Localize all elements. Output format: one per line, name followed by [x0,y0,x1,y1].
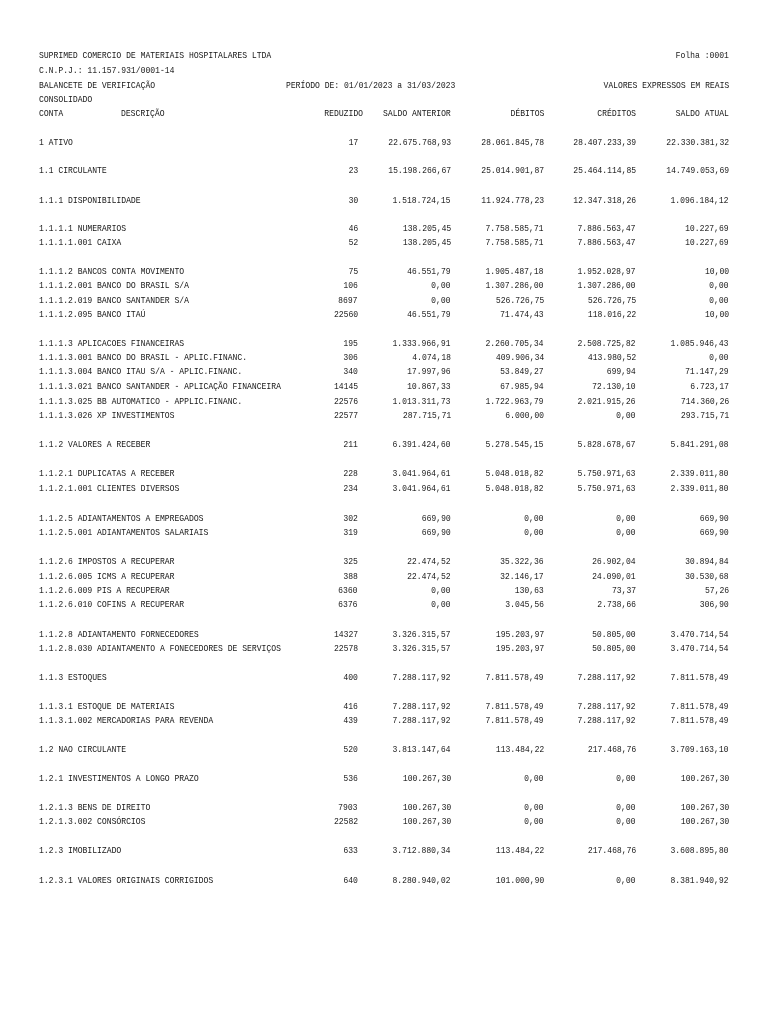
account-description: 1.1.1.1.001 CAIXA [39,237,122,248]
debits: 71.474,43 [500,309,544,320]
account-description: 1.1.1.1 NUMERARIOS [39,223,127,234]
previous-balance: 3.326.315,57 [392,643,451,654]
current-balance: 714.360,26 [680,396,729,407]
current-balance: 2.339.011,80 [670,468,729,479]
debits: 28.061.845,78 [481,137,544,148]
previous-balance: 0,00 [431,585,451,596]
table-row [0,585,768,597]
current-balance: 7.811.578,49 [670,715,729,726]
company-cnpj: C.N.P.J.: 11.157.931/0001-14 [39,65,175,76]
table-row [0,266,768,278]
account-description: 1.1.2.5 ADIANTAMENTOS A EMPREGADOS [39,513,204,524]
debits: 2.260.705,34 [485,338,544,349]
account-reduced-code: 400 [343,672,358,683]
table-row [0,744,768,756]
account-description: 1.1.1 DISPONIBILIDADE [39,195,141,206]
previous-balance: 10.867,33 [407,381,451,392]
debits: 1.307.286,00 [485,280,544,291]
debits: 101.000,90 [495,875,544,886]
table-row [0,295,768,307]
previous-balance: 7.288.117,92 [392,715,451,726]
debits: 67.985,94 [500,381,544,392]
current-balance: 71.147,29 [685,366,729,377]
table-row [0,396,768,408]
previous-balance: 669,90 [421,513,451,524]
account-description: 1.1.2.6.010 COFINS A RECUPERAR [39,599,185,610]
current-balance: 3.709.163,10 [670,744,729,755]
account-description: 1.1.1.2 BANCOS CONTA MOVIMENTO [39,266,185,277]
credits: 1.307.286,00 [577,280,636,291]
column-header-saldo-anterior: SALDO ANTERIOR [383,108,451,119]
table-row [0,802,768,814]
account-description: 1.1.2 VALORES A RECEBER [39,439,151,450]
credits: 1.952.028,97 [577,266,636,277]
current-balance: 100.267,30 [680,802,729,813]
account-description: 1.2.3.1 VALORES ORIGINAIS CORRIGIDOS [39,875,214,886]
account-reduced-code: 536 [343,773,358,784]
credits: 0,00 [616,527,636,538]
account-description: 1.1.1.3.026 XP INVESTIMENTOS [39,410,175,421]
account-description: 1.1.1.2.095 BANCO ITAÚ [39,309,146,320]
previous-balance: 3.712.880,34 [392,845,451,856]
current-balance: 22.330.381,32 [666,137,729,148]
credits: 0,00 [616,410,636,421]
report-title: BALANCETE DE VERIFICAÇÃO [39,80,156,91]
current-balance: 6.723,17 [690,381,729,392]
debits: 0,00 [524,802,544,813]
account-reduced-code: 22582 [333,816,358,827]
previous-balance: 46.551,79 [407,309,451,320]
table-row [0,715,768,727]
previous-balance: 3.813.147,64 [392,744,451,755]
account-reduced-code: 195 [343,338,358,349]
credits: 699,94 [606,366,636,377]
currency-note: VALORES EXPRESSOS EM REAIS [603,80,729,91]
account-description: 1.2.3 IMOBILIZADO [39,845,122,856]
debits: 0,00 [524,773,544,784]
previous-balance: 100.267,30 [402,773,451,784]
table-row [0,237,768,249]
credits: 5.750.971,63 [577,483,636,494]
debits: 1.722.963,79 [485,396,544,407]
credits: 72.130,10 [592,381,636,392]
account-reduced-code: 14145 [333,381,358,392]
account-description: 1.1.2.8 ADIANTAMENTO FORNECEDORES [39,629,199,640]
current-balance: 669,90 [699,513,729,524]
account-description: 1.1.1.3 APLICACOES FINANCEIRAS [39,338,185,349]
current-balance: 0,00 [709,352,729,363]
account-description: 1.1.2.6.005 ICMS A RECUPERAR [39,571,175,582]
report-period: PERÍODO DE: 01/01/2023 a 31/03/2023 [286,80,456,91]
account-reduced-code: 319 [343,527,358,538]
previous-balance: 7.288.117,92 [392,672,451,683]
current-balance: 3.470.714,54 [670,629,729,640]
account-description: 1.1.1.2.001 BANCO DO BRASIL S/A [39,280,189,291]
account-description: 1.1.2.6 IMPOSTOS A RECUPERAR [39,556,175,567]
table-row [0,845,768,857]
table-row [0,410,768,422]
previous-balance: 100.267,30 [402,802,451,813]
account-description: 1.1.2.6.009 PIS A RECUPERAR [39,585,170,596]
table-row [0,701,768,713]
account-reduced-code: 14327 [333,629,358,640]
previous-balance: 3.326.315,57 [392,629,451,640]
current-balance: 30.530,68 [685,571,729,582]
current-balance: 3.608.895,80 [670,845,729,856]
previous-balance: 0,00 [431,295,451,306]
debits: 25.014.901,87 [481,165,544,176]
previous-balance: 22.675.768,93 [388,137,451,148]
account-description: 1.1.1.3.025 BB AUTOMATICO - APPLIC.FINANC. [39,396,243,407]
debits: 113.484,22 [495,845,544,856]
table-row [0,875,768,887]
credits: 7.886.563,47 [577,223,636,234]
table-row [0,468,768,480]
account-reduced-code: 7903 [338,802,358,813]
credits: 526.726,75 [587,295,636,306]
current-balance: 14.749.053,69 [666,165,729,176]
account-reduced-code: 6360 [338,585,358,596]
account-reduced-code: 22576 [333,396,358,407]
report-scope: CONSOLIDADO [39,94,93,105]
credits: 12.347.318,26 [573,195,636,206]
credits: 217.468,76 [587,744,636,755]
previous-balance: 6.391.424,60 [392,439,451,450]
debits: 7.811.578,49 [485,672,544,683]
company-name: SUPRIMED COMERCIO DE MATERIAIS HOSPITALARES LTDA [39,50,272,61]
current-balance: 57,26 [704,585,729,596]
credits: 7.288.117,92 [577,672,636,683]
previous-balance: 138.205,45 [402,223,451,234]
debits: 5.048.018,82 [485,483,544,494]
account-description: 1.2.1.3.002 CONSÓRCIOS [39,816,146,827]
table-row [0,280,768,292]
debits: 5.048.018,82 [485,468,544,479]
credits: 25.464.114,85 [573,165,636,176]
table-row [0,381,768,393]
credits: 217.468,76 [587,845,636,856]
account-reduced-code: 302 [343,513,358,524]
account-reduced-code: 17 [348,137,358,148]
current-balance: 0,00 [709,295,729,306]
table-row [0,599,768,611]
current-balance: 5.841.291,08 [670,439,729,450]
table-row [0,439,768,451]
previous-balance: 1.518.724,15 [392,195,451,206]
table-row [0,223,768,235]
current-balance: 2.339.011,80 [670,483,729,494]
previous-balance: 1.013.311,73 [392,396,451,407]
column-header-descricao: DESCRIÇÃO [121,108,165,119]
debits: 7.758.585,71 [485,237,544,248]
previous-balance: 1.333.966,91 [392,338,451,349]
credits: 0,00 [616,802,636,813]
previous-balance: 22.474,52 [407,571,451,582]
column-header-saldo-atual: SALDO ATUAL [675,108,729,119]
debits: 53.849,27 [500,366,544,377]
previous-balance: 22.474,52 [407,556,451,567]
current-balance: 8.381.940,92 [670,875,729,886]
previous-balance: 138.205,45 [402,237,451,248]
table-row [0,483,768,495]
debits: 130,63 [514,585,544,596]
debits: 3.045,56 [505,599,544,610]
current-balance: 100.267,30 [680,816,729,827]
table-row [0,629,768,641]
account-reduced-code: 306 [343,352,358,363]
account-reduced-code: 211 [343,439,358,450]
table-row [0,816,768,828]
credits: 5.828.678,67 [577,439,636,450]
account-reduced-code: 8697 [338,295,358,306]
debits: 195.203,97 [495,629,544,640]
previous-balance: 3.041.964,61 [392,483,451,494]
credits: 0,00 [616,773,636,784]
account-reduced-code: 75 [348,266,358,277]
credits: 7.288.117,92 [577,715,636,726]
debits: 11.924.778,23 [481,195,544,206]
table-row [0,643,768,655]
table-row [0,571,768,583]
account-description: 1.1.2.1 DUPLICATAS A RECEBER [39,468,175,479]
table-row [0,672,768,684]
current-balance: 0,00 [709,280,729,291]
current-balance: 306,90 [699,599,729,610]
account-description: 1.1.1.3.021 BANCO SANTANDER - APLICAÇÃO FINANCEIRA [39,381,281,392]
previous-balance: 8.280.940,02 [392,875,451,886]
credits: 2.738,66 [597,599,636,610]
table-row [0,556,768,568]
account-reduced-code: 6376 [338,599,358,610]
credits: 50.805,00 [592,643,636,654]
debits: 195.203,97 [495,643,544,654]
previous-balance: 100.267,30 [402,816,451,827]
table-row [0,137,768,149]
account-reduced-code: 633 [343,845,358,856]
table-row [0,338,768,350]
current-balance: 30.894,84 [685,556,729,567]
credits: 24.090,01 [592,571,636,582]
account-reduced-code: 46 [348,223,358,234]
account-description: 1.2 NAO CIRCULANTE [39,744,127,755]
table-row [0,366,768,378]
sheet-number: Folha :0001 [675,50,729,61]
previous-balance: 17.997,96 [407,366,451,377]
credits: 2.021.915,26 [577,396,636,407]
account-reduced-code: 23 [348,165,358,176]
account-description: 1.1.3 ESTOQUES [39,672,107,683]
credits: 7.886.563,47 [577,237,636,248]
credits: 413.980,52 [587,352,636,363]
account-reduced-code: 22560 [333,309,358,320]
current-balance: 1.085.946,43 [670,338,729,349]
account-reduced-code: 52 [348,237,358,248]
current-balance: 3.470.714,54 [670,643,729,654]
credits: 7.288.117,92 [577,701,636,712]
account-description: 1.1.3.1 ESTOQUE DE MATERIAIS [39,701,175,712]
current-balance: 7.811.578,49 [670,701,729,712]
current-balance: 100.267,30 [680,773,729,784]
current-balance: 1.096.184,12 [670,195,729,206]
account-reduced-code: 106 [343,280,358,291]
account-reduced-code: 520 [343,744,358,755]
previous-balance: 3.041.964,61 [392,468,451,479]
account-description: 1.1.2.8.030 ADIANTAMENTO A FONECEDORES DE SERVIÇOS [39,643,281,654]
account-description: 1.1.3.1.002 MERCADORIAS PARA REVENDA [39,715,214,726]
account-reduced-code: 325 [343,556,358,567]
current-balance: 10.227,69 [685,237,729,248]
debits: 7.758.585,71 [485,223,544,234]
account-reduced-code: 388 [343,571,358,582]
credits: 0,00 [616,513,636,524]
previous-balance: 7.288.117,92 [392,701,451,712]
previous-balance: 669,90 [421,527,451,538]
column-header-reduzido: REDUZIDO [324,108,363,119]
credits: 2.508.725,82 [577,338,636,349]
column-header-debitos: DÉBITOS [510,108,544,119]
account-reduced-code: 640 [343,875,358,886]
debits: 0,00 [524,816,544,827]
credits: 26.902,04 [592,556,636,567]
column-header-conta: CONTA [39,108,64,119]
table-row [0,195,768,207]
previous-balance: 4.074,18 [412,352,451,363]
account-description: 1.1.1.2.019 BANCO SANTANDER S/A [39,295,189,306]
account-reduced-code: 22577 [333,410,358,421]
current-balance: 10.227,69 [685,223,729,234]
credits: 73,37 [611,585,636,596]
current-balance: 669,90 [699,527,729,538]
current-balance: 10,00 [704,266,729,277]
credits: 0,00 [616,875,636,886]
debits: 7.811.578,49 [485,701,544,712]
credits: 118.016,22 [587,309,636,320]
table-row [0,773,768,785]
credits: 0,00 [616,816,636,827]
table-row [0,513,768,525]
table-row [0,165,768,177]
account-reduced-code: 228 [343,468,358,479]
debits: 6.000,00 [505,410,544,421]
debits: 113.484,22 [495,744,544,755]
debits: 409.906,34 [495,352,544,363]
debits: 1.905.487,18 [485,266,544,277]
credits: 5.750.971,63 [577,468,636,479]
account-reduced-code: 340 [343,366,358,377]
account-description: 1 ATIVO [39,137,73,148]
account-description: 1.1.1.3.001 BANCO DO BRASIL - APLIC.FINANC. [39,352,248,363]
account-description: 1.2.1 INVESTIMENTOS A LONGO PRAZO [39,773,199,784]
account-reduced-code: 22578 [333,643,358,654]
account-description: 1.1.2.1.001 CLIENTES DIVERSOS [39,483,180,494]
debits: 7.811.578,49 [485,715,544,726]
current-balance: 293.715,71 [680,410,729,421]
credits: 50.805,00 [592,629,636,640]
previous-balance: 15.198.266,67 [388,165,451,176]
account-reduced-code: 439 [343,715,358,726]
account-description: 1.2.1.3 BENS DE DIREITO [39,802,151,813]
debits: 35.322,36 [500,556,544,567]
account-reduced-code: 234 [343,483,358,494]
current-balance: 7.811.578,49 [670,672,729,683]
previous-balance: 287.715,71 [402,410,451,421]
debits: 32.146,17 [500,571,544,582]
current-balance: 10,00 [704,309,729,320]
table-row [0,352,768,364]
account-reduced-code: 30 [348,195,358,206]
table-row [0,309,768,321]
debits: 0,00 [524,527,544,538]
account-description: 1.1.1.3.004 BANCO ITAU S/A - APLIC.FINANC. [39,366,243,377]
table-row [0,527,768,539]
debits: 5.278.545,15 [485,439,544,450]
previous-balance: 0,00 [431,280,451,291]
account-reduced-code: 416 [343,701,358,712]
previous-balance: 0,00 [431,599,451,610]
account-description: 1.1 CIRCULANTE [39,165,107,176]
previous-balance: 46.551,79 [407,266,451,277]
credits: 28.407.233,39 [573,137,636,148]
debits: 0,00 [524,513,544,524]
account-description: 1.1.2.5.001 ADIANTAMENTOS SALARIAIS [39,527,209,538]
debits: 526.726,75 [495,295,544,306]
column-header-creditos: CRÉDITOS [597,108,636,119]
